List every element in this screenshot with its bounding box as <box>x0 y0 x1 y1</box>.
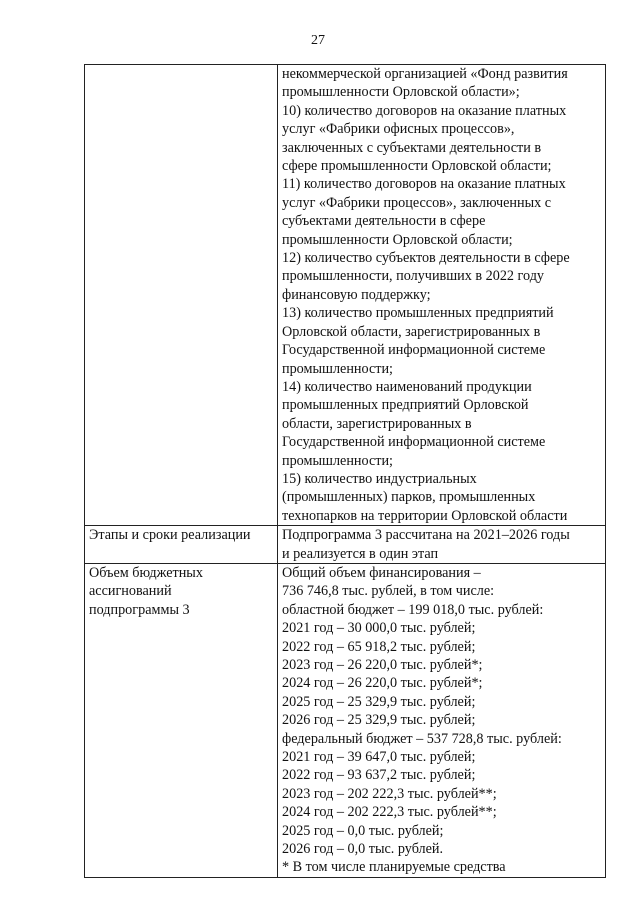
row-value-line: 2021 год – 30 000,0 тыс. рублей; <box>282 620 476 637</box>
row-value-line: 2025 год – 0,0 тыс. рублей; <box>282 822 444 839</box>
row-value-line: 2024 год – 202 222,3 тыс. рублей**; <box>282 804 497 821</box>
row-label-line <box>89 65 273 83</box>
row-value-line: 2022 год – 93 637,2 тыс. рублей; <box>282 767 476 784</box>
row-value-line: Подпрограмма 3 рассчитана на 2021–2026 годы <box>282 527 570 544</box>
row-value-line: финансовую поддержку; <box>282 286 431 303</box>
row-value-line: 2021 год – 39 647,0 тыс. рублей; <box>282 749 476 766</box>
row-value-line: 736 746,8 тыс. рублей, в том числе: <box>282 583 495 600</box>
row-value-line: 2026 год – 0,0 тыс. рублей. <box>282 841 444 858</box>
row-value-line: 2026 год – 25 329,9 тыс. рублей; <box>282 712 476 729</box>
row-value-line: области, зарегистрированных в <box>282 415 472 432</box>
row-value-line: промышленности; <box>282 452 393 469</box>
row-value-line: промышленности Орловской области; <box>282 231 513 248</box>
row-value-line: 10) количество договоров на оказание платных <box>282 102 567 119</box>
row-value-line: 14) количество наименований продукции <box>282 378 532 395</box>
row-value-line: промышленности, получивших в 2022 году <box>282 268 545 285</box>
row-value-line: 2023 год – 26 220,0 тыс. рублей*; <box>282 657 483 673</box>
row-value-line: 15) количество индустриальных <box>282 470 477 487</box>
row-value-line: технопарков на территории Орловской области <box>282 507 568 524</box>
document-table <box>84 64 606 878</box>
page-number: 27 <box>311 33 325 48</box>
row-value-line: и реализуется в один этап <box>282 545 439 562</box>
row-value-line: Общий объем финансирования – <box>282 564 481 581</box>
row-label-cell <box>85 563 278 877</box>
row-value-cell <box>278 65 606 526</box>
row-value-line: заключенных с субъектами деятельности в <box>282 139 542 156</box>
row-value-line: Орловской области, зарегистрированных в <box>282 323 541 340</box>
row-value-line: промышленности; <box>282 360 393 377</box>
row-value-line: 12) количество субъектов деятельности в сфере <box>282 250 570 267</box>
table-row <box>85 563 606 877</box>
row-value-line: Государственной информационной системе <box>282 434 546 451</box>
row-value-line: Государственной информационной системе <box>282 342 546 359</box>
row-value-line: 13) количество промышленных предприятий <box>282 305 554 322</box>
row-value-line: некоммерческой организацией «Фонд развития <box>282 66 568 82</box>
row-value-line: 2023 год – 202 222,3 тыс. рублей**; <box>282 785 497 802</box>
row-value-line: субъектами деятельности в сфере <box>282 213 486 230</box>
row-value-line: услуг «Фабрики офисных процессов», <box>282 121 515 138</box>
row-value-line: промышленности Орловской области»; <box>282 84 520 101</box>
table-row <box>85 526 606 564</box>
row-label-cell <box>85 65 278 526</box>
row-value-line: * В том числе планируемые средства <box>282 859 506 876</box>
row-value-line: областной бюджет – 199 018,0 тыс. рублей: <box>282 601 544 618</box>
row-label-cell <box>85 526 278 564</box>
row-label-line: ассигнований <box>89 583 172 600</box>
row-label-line: Объем бюджетных <box>89 564 203 581</box>
row-value-line: сфере промышленности Орловской области; <box>282 158 552 175</box>
row-label-line: Этапы и сроки реализации <box>89 527 251 544</box>
row-value-line: федеральный бюджет – 537 728,8 тыс. рублей: <box>282 730 562 747</box>
row-value-cell <box>278 563 606 877</box>
row-value-line: 11) количество договоров на оказание платных <box>282 176 566 193</box>
row-value-line: (промышленных) парков, промышленных <box>282 489 536 506</box>
row-value-line: 2025 год – 25 329,9 тыс. рублей; <box>282 693 476 710</box>
row-value-line: 2024 год – 26 220,0 тыс. рублей*; <box>282 675 483 692</box>
row-value-line: 2022 год – 65 918,2 тыс. рублей; <box>282 638 476 655</box>
row-value-line: услуг «Фабрики процессов», заключенных с <box>282 194 552 211</box>
row-label-line: подпрограммы 3 <box>89 601 190 618</box>
row-value-line: промышленных предприятий Орловской <box>282 397 529 414</box>
table-row <box>85 65 606 526</box>
row-value-cell <box>278 526 606 564</box>
